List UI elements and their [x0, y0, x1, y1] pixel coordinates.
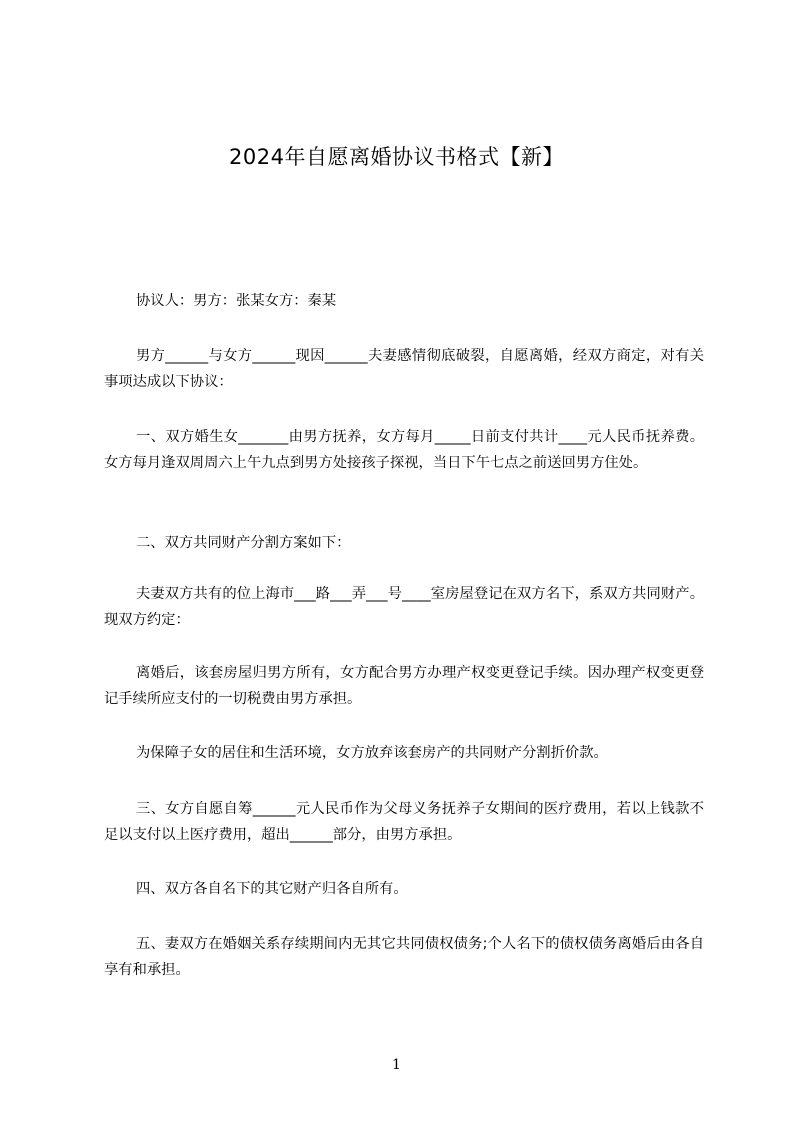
paragraph-clause-5: 五、妻双方在婚姻关系存续期间内无其它共同债权债务;个人名下的债权债务离婚后由各自享有和承担。: [104, 936, 704, 978]
paragraph-clause-4: 四、双方各自名下的其它财产归各自所有。: [136, 881, 408, 897]
document-title: 2024年自愿离婚协议书格式【新】: [229, 145, 564, 169]
paragraph-intro: 男方______与女方______现因______夫妻感情彻底破裂，自愿离婚，经双方商定，对有关事项达成以下协议：: [104, 348, 704, 390]
paragraph-clause-3: 三、女方自愿自筹______元人民币作为父母义务抚养子女期间的医疗费用，若以上钱款不足以支付以上医疗费用，超出______部分，由男方承担。: [104, 801, 704, 843]
paragraph-property-waiver: 为保障子女的居住和生活环境，女方放弃该套房产的共同财产分割折价款。: [136, 745, 608, 761]
paragraph-parties: 协议人：男方：张某女方：秦某: [136, 293, 337, 309]
paragraph-property-ownership: 离婚后，该套房屋归男方所有，女方配合男方办理产权变更登记手续。因办理产权变更登记手续所应支付的一切税费由男方承担。: [104, 665, 704, 707]
page-number: 1: [392, 1057, 401, 1073]
paragraph-property: 夫妻双方共有的位上海市___路___弄___号____室房屋登记在双方名下，系双方共同财产。现双方约定：: [104, 586, 704, 628]
paragraph-clause-1: 一、双方婚生女_______由男方抚养，女方每月_____日前支付共计____元人民币抚养费。女方每月逢双周周六上午九点到男方处接孩子探视，当日下午七点之前送回男方住处。: [104, 429, 704, 471]
paragraph-clause-2-heading: 二、双方共同财产分割方案如下：: [136, 535, 351, 551]
